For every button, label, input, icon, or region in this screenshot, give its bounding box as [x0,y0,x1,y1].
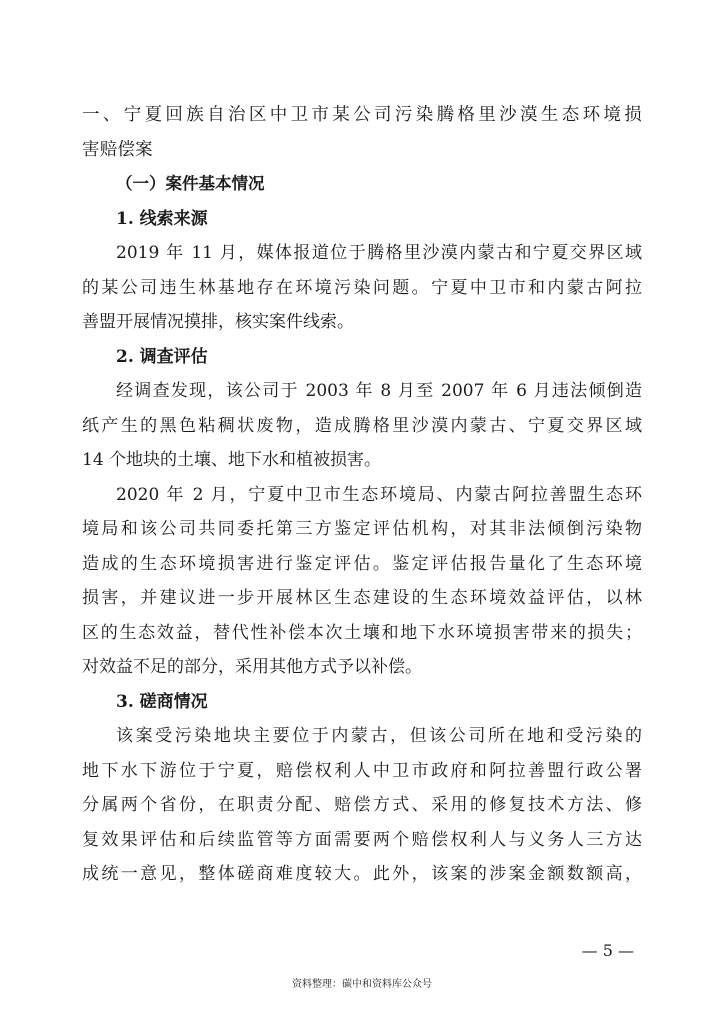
document-body [82,98,642,892]
paragraph-line: 区的生态效益，替代性补偿本次土壤和地下水环境损害带来的损失； [82,622,642,643]
footer-note: 资料整理：碳中和资料库公众号 [292,979,432,990]
paragraph-line: 造成的生态环境损害进行鉴定评估。鉴定评估报告量化了生态环境 [82,553,642,574]
paragraph-line: 经调查发现，该公司于 2003 年 8 月至 2007 年 6 月违法倾倒造 [116,381,642,401]
subsection-heading-3: 3. 磋商情况 [116,691,208,712]
paragraph-line: 复效果评估和后续监管等方面需要两个赔偿权利人与义务人三方达 [82,829,642,850]
paragraph-line: 境局和该公司共同委托第三方鉴定评估机构，对其非法倾倒污染物 [82,519,642,539]
paragraph-line: 对效益不足的部分，采用其他方式予以补偿。 [82,657,422,677]
section-heading: （一）案件基本情况 [116,174,265,193]
paragraph-line: 14 个地块的土壤、地下水和植被损害。 [82,450,382,470]
paragraph-line: 成统一意见，整体磋商难度较大。此外，该案的涉案金额数额高， [82,864,642,884]
paragraph-line: 分属两个省份，在职责分配、赔偿方式、采用的修复技术方法、修 [82,795,642,815]
paragraph-line: 的某公司违生林基地存在环境污染问题。宁夏中卫市和内蒙古阿拉 [82,277,642,298]
paragraph-line: 损害，并建议进一步开展林区生态建设的生态环境效益评估，以林 [82,588,642,608]
paragraph-line: 2020 年 2 月，宁夏中卫市生态环境局、内蒙古阿拉善盟生态环 [116,484,642,505]
document-title-line-2: 害赔偿案 [82,139,153,160]
paragraph-line: 善盟开展情况摸排，核实案件线索。 [82,312,354,332]
paragraph-line: 纸产生的黑色粘稠状废物，造成腾格里沙漠内蒙古、宁夏交界区域 [82,415,642,436]
document-title-line-1: 一、宁夏回族自治区中卫市某公司污染腾格里沙漠生态环境损 [82,105,642,125]
paragraph-line: 2019 年 11 月，媒体报道位于腾格里沙漠内蒙古和宁夏交界区域 [116,243,642,263]
subsection-heading-2: 2. 调查评估 [116,346,208,367]
paragraph-line: 该案受污染地块主要位于内蒙古，但该公司所在地和受污染的 [116,726,642,746]
page-number: — 5 — [581,941,634,960]
paragraph-line: 地下水下游位于宁夏，赔偿权利人中卫市政府和阿拉善盟行政公署 [82,760,642,781]
subsection-heading-1: 1. 线索来源 [116,208,208,229]
